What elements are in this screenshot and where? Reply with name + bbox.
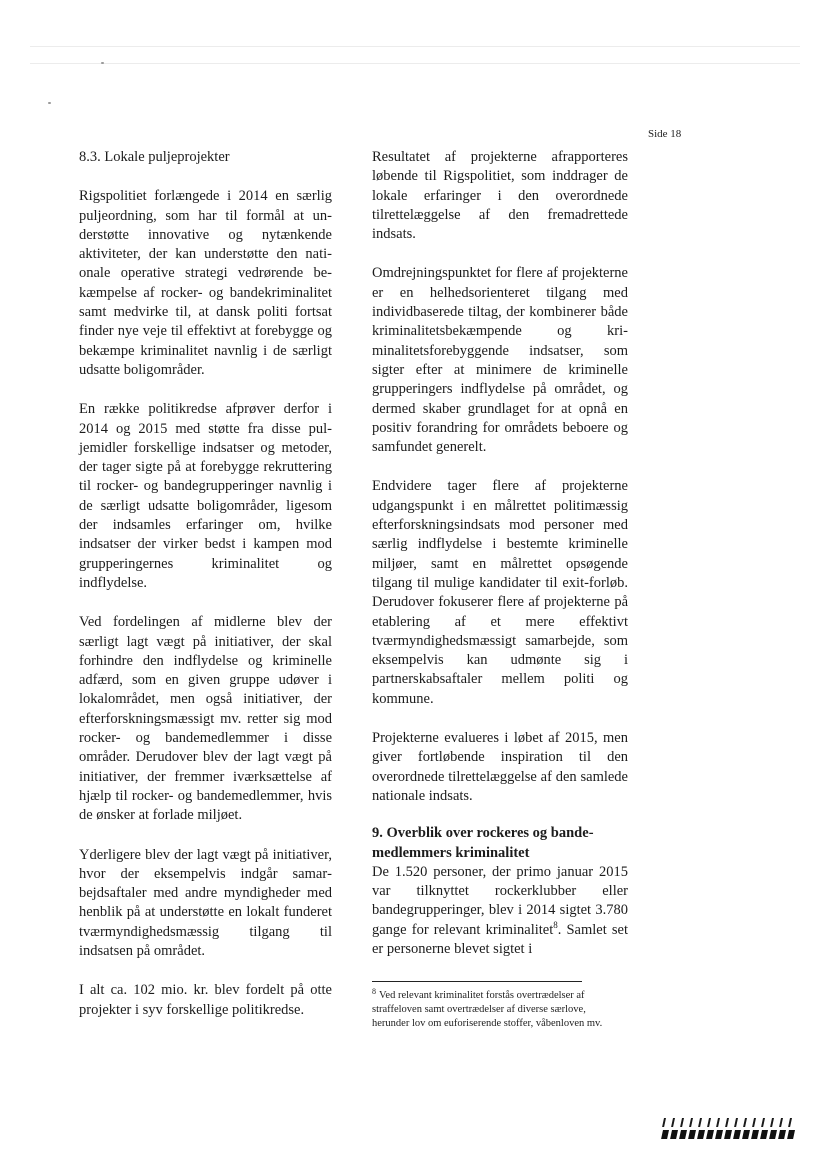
section-heading: 9. Overblik over rockeres og bandemedlemmers kriminalitet — [372, 825, 594, 861]
scan-artifact-line — [30, 46, 800, 47]
section-title: 8.3. Lokale puljeprojekter — [79, 149, 230, 165]
paragraph: En række politikredse afprøver derfor i 2014 og 2015 med støtte fra disse puljemidler forskellige indsatser og metoder, der tager sigte på at forebygge rekruttering til rocker- og bandegrupperinger navnlig i de særligt udsatte boligområder, ligesom der indsamles erfaringer om, hvilke indsatser der virker bedst i kampen mod grupperingernes kriminalitet og indflydelse. — [79, 401, 332, 591]
paragraph: I alt ca. 102 mio. kr. blev fordelt på otte projekter i syv forskellige politikredse. — [79, 982, 332, 1018]
footnote-text: Ved relevant kriminalitet forstås overtrædelser af straffeloven samt overtrædelser af diverse særlove, herunder lov om euforiserende stoffer, våbenloven mv. — [372, 990, 603, 1029]
scan-speck — [48, 102, 51, 104]
paragraph: Endvidere tager flere af projekterne udgangspunkt i en målrettet politimæssig efterforskningsindsats mod personer med særlig indflydelse i bestemte kriminelle miljøer, samt en målrettet opsøgende tilgang til mulige kandidater til exit-forløb. Derudover fokuserer flere af projekterne på etablering af et mere effektivt tværmyndighedsmæssigt samarbejde, som eksempelvis kan udmønte sig i partnerskabsaftaler mellem politi og kommune. — [372, 478, 628, 707]
footnote-divider — [372, 981, 582, 982]
paragraph-text: De 1.520 personer, der primo januar 2015 var tilknyttet rockerklubber eller bandegrupperinger, blev i 2014 sigtet 3.780 gange for relevant kriminalitet — [372, 863, 628, 938]
scan-artifact-line — [30, 63, 800, 64]
page-number: Side 18 — [648, 128, 682, 140]
footnote — [372, 986, 622, 1031]
paragraph: Yderligere blev der lagt vægt på initiativer, hvor der eksempelvis indgår samarbejdsaftaler med andre myndigheder med henblik på at understøtte en lokalt funderet tværmyndighedsmæssig tilgang til indsatsen på området. — [79, 846, 332, 959]
footnote-mark: 8 — [372, 986, 376, 996]
paragraph-text: . Samlet set er personerne blevet sigtet i — [372, 921, 628, 957]
paragraph: Ved fordelingen af midlerne blev der særligt lagt vægt på initiativer, der skal forhindre den indflydelse og kriminelle adfærd, som en given gruppe udøver i lokalområdet, men også initiativer, der efterforskningsmæssigt mv. retter sig mod rocker- og bandemedlemmer i disse områder. Derudover blev der lagt vægt på initiativer, der fremmer iværksættelse af hjælp til rocker- og bandemedlemmer, hvis de ønsker at forlade miljøet. — [79, 614, 332, 824]
scan-speck — [101, 62, 104, 64]
barcode-mark — [661, 1118, 797, 1140]
footnote-reference[interactable]: 8 — [553, 919, 558, 930]
paragraph: Rigspolitiet forlængede i 2014 en særlig puljeordning, som har til formål at understøtte innovative og nytænkende aktiviteter, der kan understøtte den nationale operative strategi vedrørende bekæmpelse af rocker- og bandekriminalitet samt medvirke til, at dansk politi fortsat finder nye veje til effektivt at forebygge og bekæmpe kriminalitet navnlig i de særligt udsatte boligområder. — [79, 188, 332, 378]
right-column — [372, 148, 628, 959]
paragraph: Resultatet af projekterne afrapporteres løbende til Rigspolitiet, som inddrager de lokale erfaringer i den overordnede tilrettelæggelse af den fremadrettede indsats. — [372, 149, 628, 243]
paragraph: Omdrejningspunktet for flere af projekterne er en helhedsorienteret tilgang med individbaserede tiltag, der kombinerer både kriminalitetsbekæmpende og kriminalitetsforebyggende indsatser, som sigter efter at minimere de kriminelle grupperingers indflydelse på området, og dermed skaber grundlaget for at opnå en positiv forandring for områdets beboere og samfundet generelt. — [372, 265, 628, 456]
paragraph: Projekterne evalueres i løbet af 2015, men giver fortløbende inspiration til den overordnede tilrettelæggelse af den samlede nationale indsats. — [372, 730, 628, 804]
section-intro-paragraph — [372, 863, 628, 959]
left-column — [79, 148, 332, 1020]
